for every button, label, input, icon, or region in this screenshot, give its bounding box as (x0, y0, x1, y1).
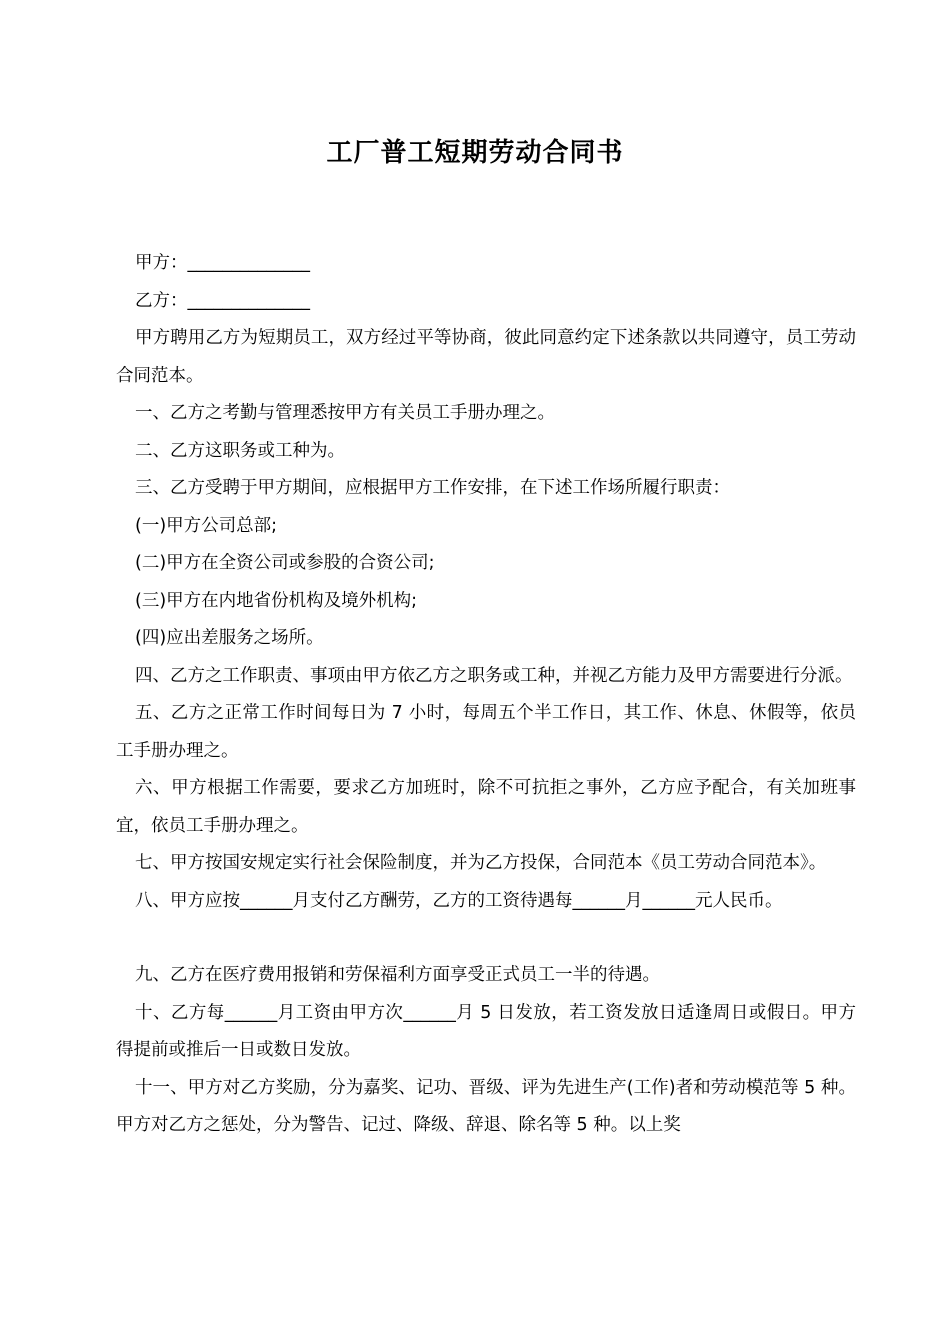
clause-4: 四、乙方之工作职责、事项由甲方依乙方之职务或工种，并视乙方能力及甲方需要进行分派。 (135, 665, 853, 686)
clause-6: 六、甲方根据工作需要，要求乙方加班时，除不可抗拒之事外，乙方应予配合，有关加班事宜，依员工手册办理之。 (116, 778, 856, 836)
party-b-line: 乙方：______________ (135, 290, 310, 311)
document-title: 工厂普工短期劳动合同书 (326, 138, 624, 168)
preamble-paragraph: 甲方聘用乙方为短期员工，双方经过平等协商，彼此同意约定下述条款以共同遵守，员工劳动合同范本。 (116, 328, 856, 386)
party-a-line: 甲方：______________ (135, 253, 310, 273)
clause-3-item-1: (一)甲方公司总部; (135, 515, 278, 536)
clause-3-item-4: (四)应出差服务之场所。 (135, 628, 324, 648)
clause-9: 九、乙方在医疗费用报销和劳保福利方面享受正式员工一半的待遇。 (135, 965, 660, 985)
document-body (116, 245, 856, 1145)
clause-3-item-3: (三)甲方在内地省份机构及境外机构; (135, 590, 418, 611)
clause-1: 一、乙方之考勤与管理悉按甲方有关员工手册办理之。 (135, 403, 555, 423)
clause-8: 八、甲方应按______月支付乙方酬劳，乙方的工资待遇每______月______元人民币。 (135, 890, 783, 911)
clause-10: 十、乙方每______月工资由甲方次______月 5 日发放，若工资发放日适逢周日或假日。甲方得提前或推后一日或数日发放。 (116, 1002, 856, 1060)
clause-2: 二、乙方这职务或工种为。 (135, 440, 345, 461)
clause-7: 七、甲方按国安规定实行社会保险制度，并为乙方投保，合同范本《员工劳动合同范本》。 (135, 853, 827, 873)
clause-3-item-2: (二)甲方在全资公司或参股的合资公司; (135, 553, 435, 573)
clause-3: 三、乙方受聘于甲方期间，应根据甲方工作安排，在下述工作场所履行职责： (135, 478, 730, 498)
clause-5: 五、乙方之正常工作时间每日为 7 小时，每周五个半工作日，其工作、休息、休假等，依员工手册办理之。 (116, 703, 856, 761)
clause-11: 十一、甲方对乙方奖励，分为嘉奖、记功、晋级、评为先进生产(工作)者和劳动模范等 5 种。甲方对乙方之惩处，分为警告、记过、降级、辞退、除名等 5 种。以上奖 (116, 1077, 856, 1135)
